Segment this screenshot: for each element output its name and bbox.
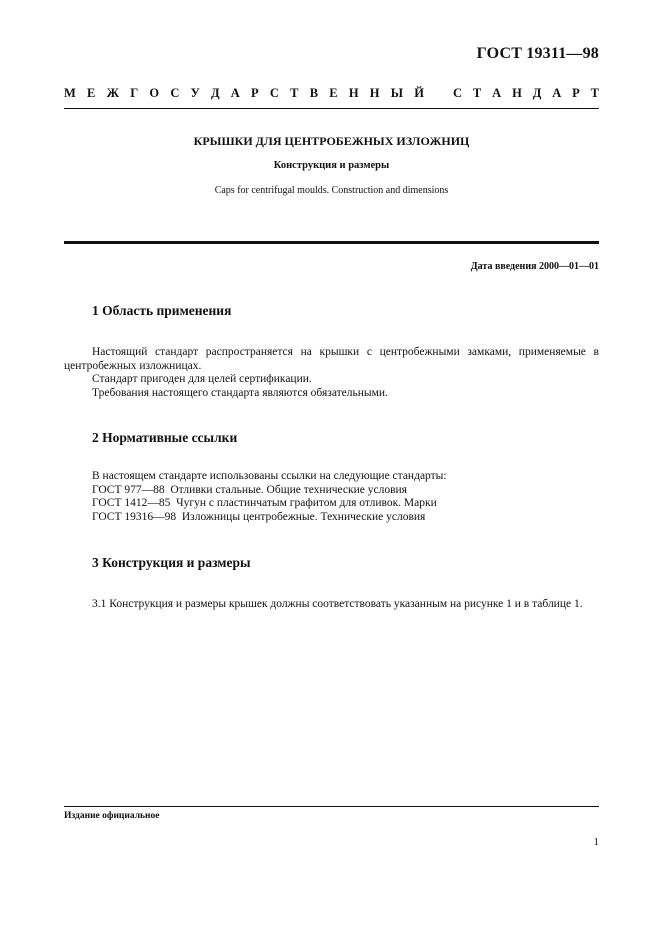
standard-word xyxy=(453,86,599,101)
banner-letter: Т xyxy=(590,86,599,100)
english-title: Caps for centrifugal moulds. Construction and dimensions xyxy=(214,185,449,196)
banner-letter: Ы xyxy=(390,86,404,100)
section-heading: 3 Конструкция и размеры xyxy=(92,555,251,570)
banner-letter: А xyxy=(492,86,502,100)
title-divider xyxy=(64,241,599,244)
banner-letter: Е xyxy=(87,86,96,100)
paragraph: В настоящем стандарте использованы ссылки на следующие стандарты: xyxy=(92,470,447,482)
section-heading: 2 Нормативные ссылки xyxy=(92,430,238,445)
document-code: ГОСТ 19311—98 xyxy=(476,45,599,62)
section-body xyxy=(64,470,599,524)
official-edition-label: Издание официальное xyxy=(64,811,160,821)
reference-item: ГОСТ 1412—85 Чугун с пластинчатым графитом для отливок. Марки xyxy=(92,497,437,509)
banner-letter: Д xyxy=(532,86,542,100)
banner-letter: А xyxy=(552,86,562,100)
paragraph: 3.1 Конструкция и размеры крышек должны соответствовать указанным на рисунке 1 и в таблице 1. xyxy=(92,598,583,610)
banner-letter: А xyxy=(230,86,240,100)
banner-letter: Н xyxy=(512,86,522,100)
page-number: 1 xyxy=(593,836,599,848)
banner-letter: Т xyxy=(290,86,299,100)
banner-letter: С xyxy=(170,86,180,100)
introduction-date: Дата введения 2000—01—01 xyxy=(470,261,599,272)
interstate-standard-banner xyxy=(64,86,599,101)
document-subtitle: Конструкция и размеры xyxy=(273,160,390,171)
footer-divider xyxy=(64,806,599,807)
header-divider xyxy=(64,108,599,109)
banner-letter: Т xyxy=(472,86,482,100)
document-title: КРЫШКИ ДЛЯ ЦЕНТРОБЕЖНЫХ ИЗЛОЖНИЦ xyxy=(193,134,470,148)
banner-letter: Е xyxy=(329,86,338,100)
banner-letter: Г xyxy=(130,86,139,100)
banner-letter: Р xyxy=(251,86,259,100)
paragraph: Стандарт пригоден для целей сертификации. xyxy=(92,373,312,385)
banner-letter: У xyxy=(190,86,200,100)
banner-letter: Й xyxy=(414,86,424,100)
paragraph: Требования настоящего стандарта являются обязательными. xyxy=(92,386,388,399)
section-body xyxy=(64,598,599,612)
banner-letter: В xyxy=(309,86,319,100)
reference-item: ГОСТ 19316—98 Изложницы центробежные. Технические условия xyxy=(92,510,426,523)
banner-letter: Д xyxy=(210,86,220,100)
banner-letter: С xyxy=(269,86,279,100)
banner-letter: О xyxy=(149,86,160,100)
reference-item: ГОСТ 977—88 Отливки стальные. Общие технические условия xyxy=(92,483,407,496)
banner-letter: М xyxy=(64,86,76,100)
interstate-word xyxy=(64,86,424,101)
banner-letter: Р xyxy=(572,86,580,100)
section-body xyxy=(64,346,599,400)
banner-letter: Ж xyxy=(106,86,119,100)
paragraph: Настоящий стандарт распространяется на крышки с центробежными замками, применяемые в центробежных изложницах. xyxy=(64,346,599,372)
banner-letter: Н xyxy=(369,86,380,100)
banner-letter: С xyxy=(453,86,463,100)
banner-letter: Н xyxy=(348,86,359,100)
section-heading: 1 Область применения xyxy=(92,303,232,318)
